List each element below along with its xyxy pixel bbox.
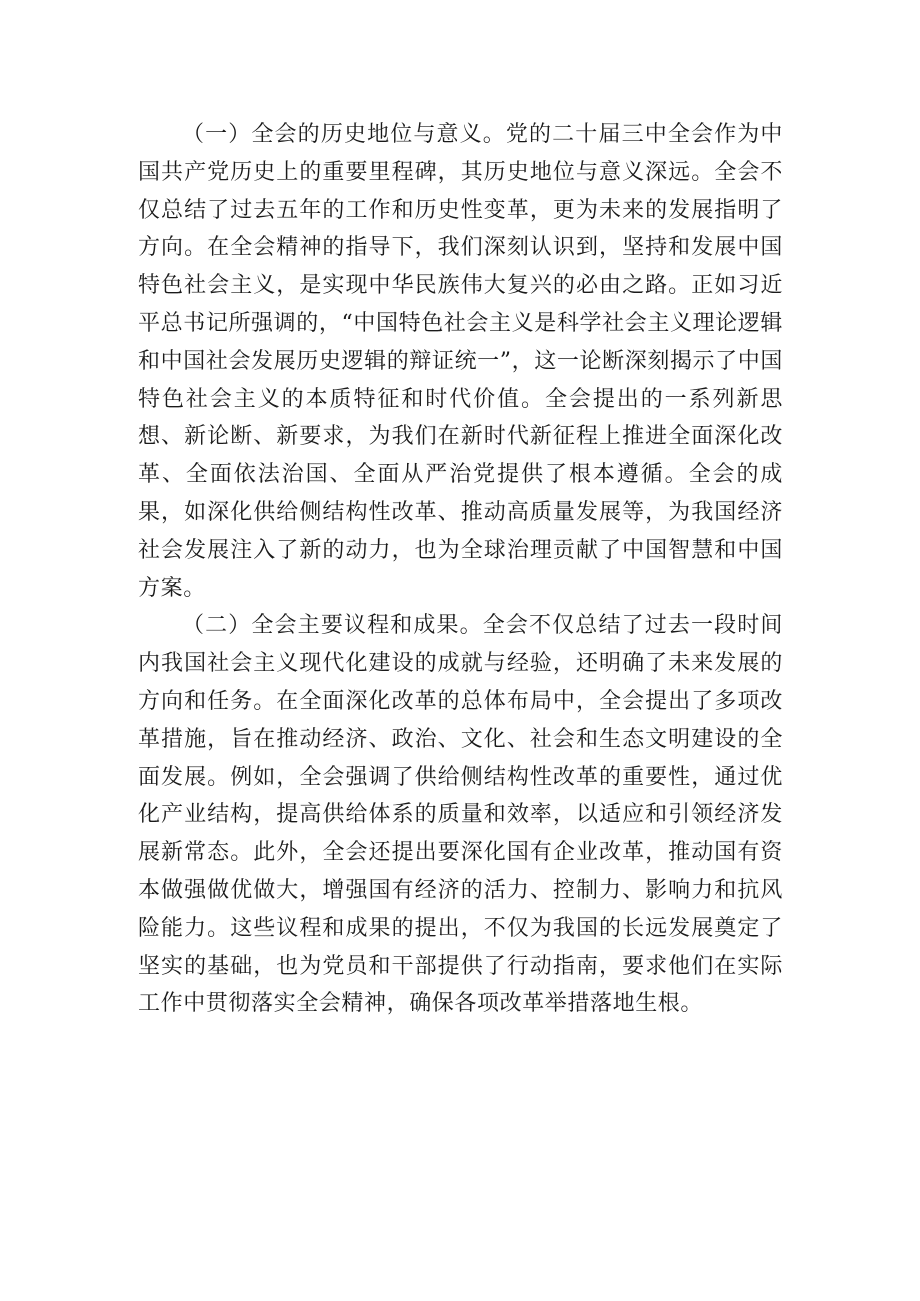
document-body [138, 116, 783, 1023]
paragraph-section-2: （二）全会主要议程和成果。全会不仅总结了过去一段时间内我国社会主义现代化建设的成就与经验，还明确了未来发展的方向和任务。在全面深化改革的总体布局中，全会提出了多项改革措施，旨在推动经济、政治、文化、社会和生态文明建设的全面发展。例如，全会强调了供给侧结构性改革的重要性，通过优化产业结构，提高供给体系的质量和效率，以适应和引领经济发展新常态。此外，全会还提出要深化国有企业改革，推动国有资本做强做优做大，增强国有经济的活力、控制力、影响力和抗风险能力。这些议程和成果的提出，不仅为我国的长远发展奠定了坚实的基础，也为党员和干部提供了行动指南，要求他们在实际工作中贯彻落实全会精神，确保各项改革举措落地生根。 [138, 613, 783, 1017]
paragraph-section-1: （一）全会的历史地位与意义。党的二十届三中全会作为中国共产党历史上的重要里程碑，其历史地位与意义深远。全会不仅总结了过去五年的工作和历史性变革，更为未来的发展指明了方向。在全会精神的指导下，我们深刻认识到，坚持和发展中国特色社会主义，是实现中华民族伟大复兴的必由之路。正如习近平总书记所强调的，“中国特色社会主义是科学社会主义理论逻辑和中国社会发展历史逻辑的辩证统一”，这一论断深刻揭示了中国特色社会主义的本质特征和时代价值。全会提出的一系列新思想、新论断、新要求，为我们在新时代新征程上推进全面深化改革、全面依法治国、全面从严治党提供了根本遵循。全会的成果，如深化供给侧结构性改革、推动高质量发展等，为我国经济社会发展注入了新的动力，也为全球治理贡献了中国智慧和中国方案。 [138, 122, 783, 601]
